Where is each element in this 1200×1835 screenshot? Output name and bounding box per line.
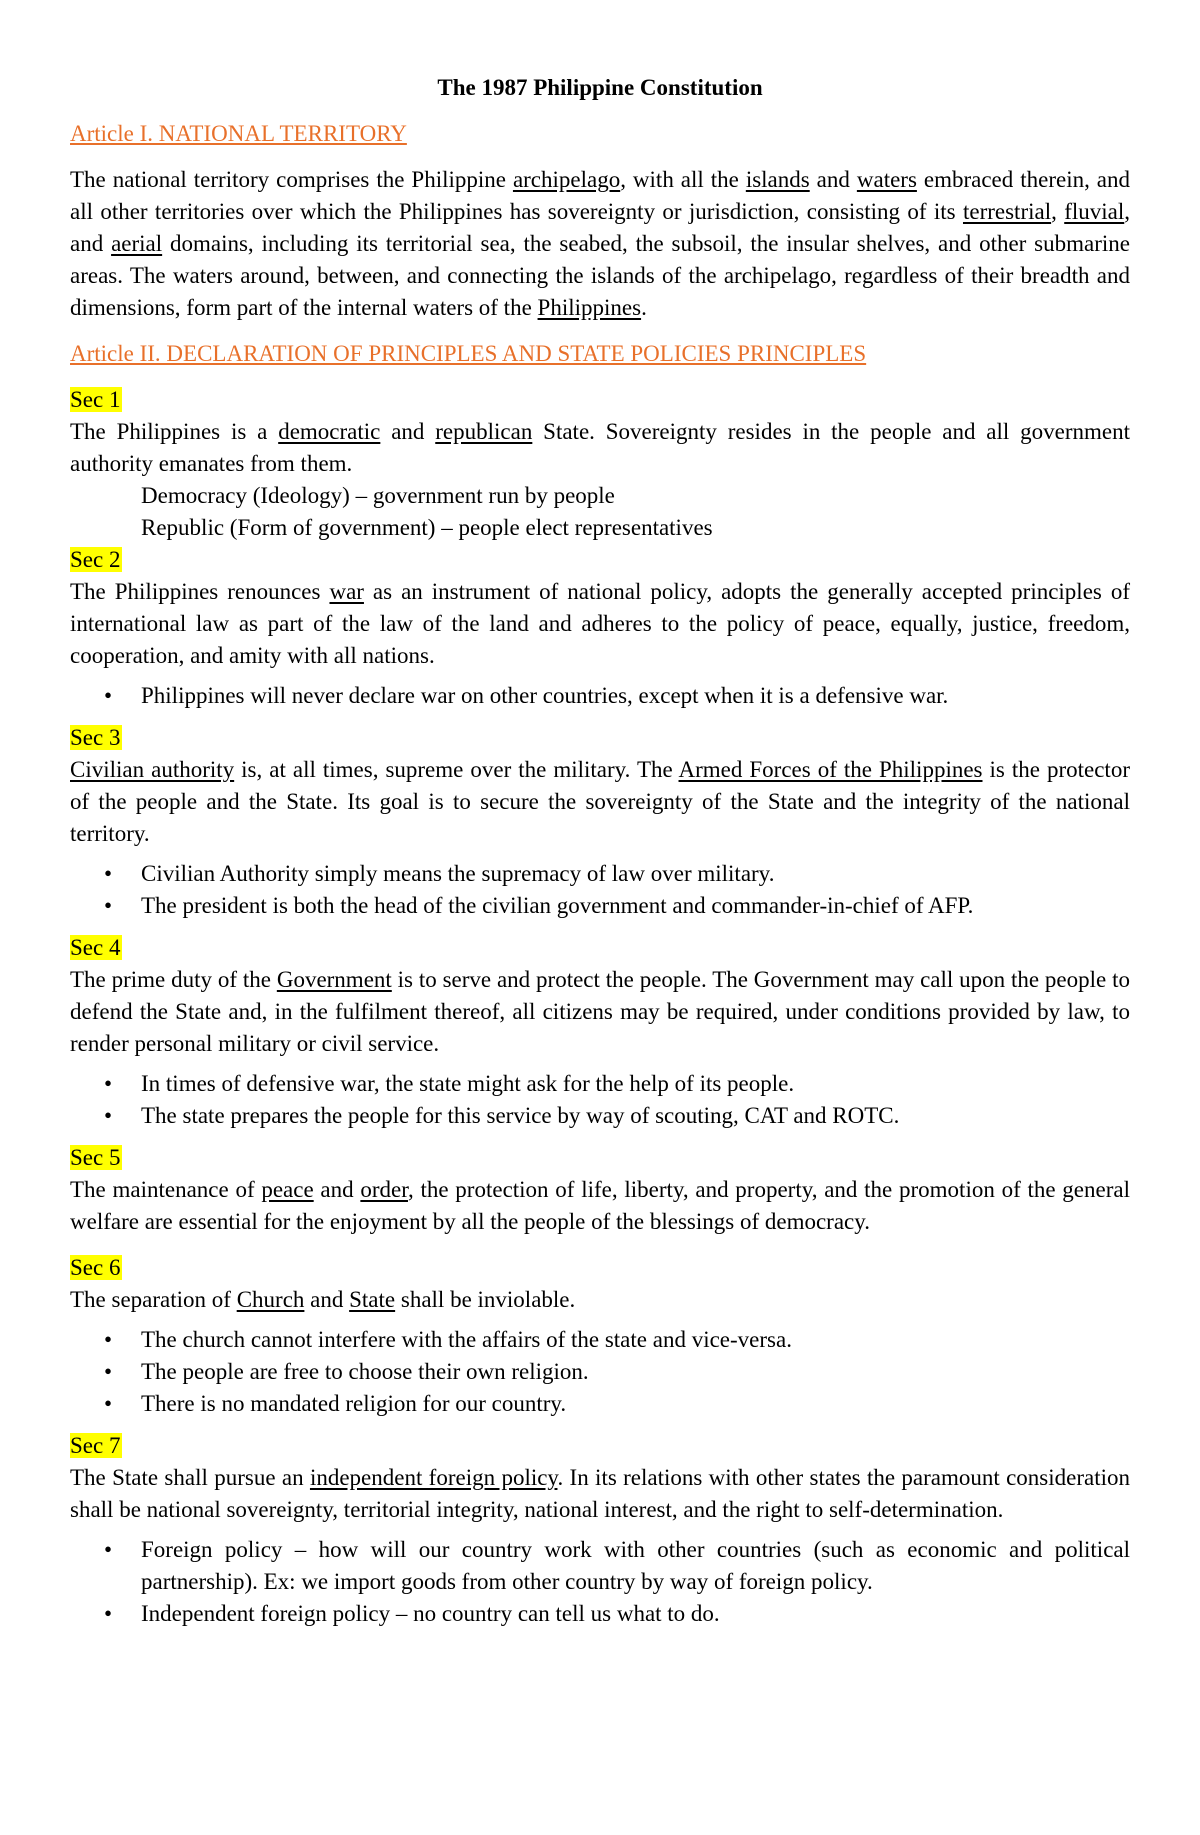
list-item	[70, 680, 1130, 712]
bullet-icon: •	[104, 1327, 113, 1352]
bullet-icon: •	[104, 1391, 113, 1416]
text-run: The national territory comprises the Philippine	[70, 167, 513, 192]
section-2-paragraph	[70, 576, 1130, 672]
bullet-icon: •	[104, 1359, 113, 1384]
bullet-text: There is no mandated religion for our country.	[141, 1391, 567, 1416]
bullet-icon: •	[104, 1537, 113, 1562]
underlined-term: islands	[745, 167, 810, 192]
underlined-term: aerial	[111, 231, 163, 256]
text-run: as an instrument of national policy, adopts the generally accepted principles of international law as part of the law of the land and adheres to the policy of peace, equally, justice, freedom, cooperation, and amity with all nations.	[70, 579, 1130, 668]
bullet-icon: •	[104, 1103, 113, 1128]
bullet-text: In times of defensive war, the state might ask for the help of its people.	[141, 1071, 795, 1096]
text-run: and	[380, 419, 436, 444]
highlighted-label: Sec 2	[70, 547, 121, 572]
list-item	[70, 1068, 1130, 1100]
bullet-icon: •	[104, 861, 113, 886]
text-run: .	[641, 295, 647, 320]
bullet-icon: •	[104, 683, 113, 708]
underlined-term: order	[360, 1177, 408, 1202]
underlined-term: Civilian authority	[70, 757, 235, 782]
underlined-term: archipelago	[512, 167, 621, 192]
bullet-icon: •	[104, 1601, 113, 1626]
text-run: The prime duty of the	[70, 967, 277, 992]
section-label-2	[70, 544, 1130, 576]
bullet-text: Philippines will never declare war on other countries, except when it is a defensive war.	[141, 683, 949, 708]
text-run: is, at all times, supreme over the military. The	[234, 757, 679, 782]
section-label-1	[70, 384, 1130, 416]
bullet-text: The people are free to choose their own religion.	[141, 1359, 589, 1384]
document-title: The 1987 Philippine Constitution	[437, 75, 763, 100]
highlighted-label: Sec 7	[70, 1433, 121, 1458]
text-run: and	[809, 167, 857, 192]
list-item	[70, 858, 1130, 890]
section-label-4	[70, 932, 1130, 964]
bullet-text: Independent foreign policy – no country can tell us what to do.	[141, 1601, 720, 1626]
underlined-term: republican	[435, 419, 533, 444]
section-1-definition-democracy: Democracy (Ideology) – government run by people	[141, 483, 615, 508]
list-item	[70, 1534, 1130, 1598]
text-run: , with all the	[620, 167, 746, 192]
bullet-text: The president is both the head of the civilian government and commander-in-chief of AFP.	[141, 893, 974, 918]
section-7-bullet-list	[70, 1534, 1130, 1630]
highlighted-label: Sec 6	[70, 1255, 121, 1280]
section-4-bullet-list	[70, 1068, 1130, 1132]
underlined-term: independent foreign policy	[309, 1465, 558, 1490]
highlighted-label: Sec 4	[70, 935, 121, 960]
text-run: shall be inviolable.	[395, 1287, 576, 1312]
bullet-text: The state prepares the people for this service by way of scouting, CAT and ROTC.	[141, 1103, 900, 1128]
underlined-term: peace	[261, 1177, 314, 1202]
article-2-heading: Article II. DECLARATION OF PRINCIPLES AND STATE POLICIES PRINCIPLES	[70, 341, 867, 366]
section-label-3	[70, 722, 1130, 754]
underlined-term: Church	[236, 1287, 305, 1312]
text-run: . In its relations with other states the paramount consideration shall be national sovereignty, territorial integrity, national interest, and the right to self-determination.	[70, 1465, 1130, 1522]
text-run: embraced therein, and all other territories over which the Philippines has sovereignty or jurisdiction, consisting of its	[70, 167, 1131, 224]
text-run: The Philippines renounces	[70, 579, 330, 604]
text-run: and	[304, 1287, 350, 1312]
list-item	[70, 1356, 1130, 1388]
bullet-text: Foreign policy – how will our country work with other countries (such as economic and political partnership). Ex: we import goods from other country by way of foreign policy.	[141, 1537, 1130, 1594]
bullet-icon: •	[104, 1071, 113, 1096]
highlighted-label: Sec 3	[70, 725, 121, 750]
section-1-definition-republic: Republic (Form of government) – people elect representatives	[141, 515, 713, 540]
list-item	[70, 1100, 1130, 1132]
bullet-text: Civilian Authority simply means the supremacy of law over military.	[141, 861, 775, 886]
list-item	[70, 890, 1130, 922]
text-run: State. Sovereignty resides in the people and all government authority emanates from them.	[70, 419, 1130, 476]
underlined-term: Government	[276, 967, 392, 992]
text-run: The maintenance of	[70, 1177, 262, 1202]
underlined-term: Philippines	[537, 295, 642, 320]
underlined-term: Armed Forces of the Philippines	[678, 757, 983, 782]
section-5-paragraph	[70, 1174, 1130, 1238]
section-1-paragraph	[70, 416, 1130, 480]
text-run: domains, including its territorial sea, the seabed, the subsoil, the insular shelves, and other submarine areas. The waters around, between, and connecting the islands of the archipelago, regardless of their breadth and dimensions, form part of the internal waters of the	[70, 231, 1130, 320]
underlined-term: terrestrial	[962, 199, 1052, 224]
list-item	[70, 1324, 1130, 1356]
text-run: The Philippines is a	[70, 419, 279, 444]
section-2-bullet-list	[70, 680, 1130, 712]
text-run: and	[313, 1177, 361, 1202]
highlighted-label: Sec 1	[70, 387, 121, 412]
bullet-icon: •	[104, 893, 113, 918]
section-label-6	[70, 1252, 1130, 1284]
text-run: is the protector of the people and the State. Its goal is to secure the sovereignty of the State and the integrity of the national territory.	[70, 757, 1130, 846]
underlined-term: State	[349, 1287, 396, 1312]
text-run: ,	[1051, 199, 1065, 224]
text-run: The separation of	[70, 1287, 237, 1312]
text-run: , and	[70, 199, 1131, 256]
highlighted-label: Sec 5	[70, 1145, 121, 1170]
section-6-bullet-list	[70, 1324, 1130, 1420]
section-6-paragraph	[70, 1284, 1130, 1316]
underlined-term: fluvial	[1064, 199, 1125, 224]
underlined-term: waters	[856, 167, 917, 192]
article-1-heading: Article I. NATIONAL TERRITORY	[70, 121, 407, 146]
article-1-paragraph	[70, 164, 1130, 324]
section-label-7	[70, 1430, 1130, 1462]
section-3-paragraph	[70, 754, 1130, 850]
bullet-text: The church cannot interfere with the affairs of the state and vice-versa.	[141, 1327, 792, 1352]
text-run: is to serve and protect the people. The Government may call upon the people to defend the State and, in the fulfilment thereof, all citizens may be required, under conditions provided by law, to render personal military or civil service.	[70, 967, 1130, 1056]
section-7-paragraph	[70, 1462, 1130, 1526]
underlined-term: democratic	[278, 419, 381, 444]
underlined-term: war	[329, 579, 364, 604]
list-item	[70, 1598, 1130, 1630]
text-run: The State shall pursue an	[70, 1465, 310, 1490]
list-item	[70, 1388, 1130, 1420]
section-label-5	[70, 1142, 1130, 1174]
section-3-bullet-list	[70, 858, 1130, 922]
section-4-paragraph	[70, 964, 1130, 1060]
text-run: , the protection of life, liberty, and property, and the promotion of the general welfare are essential for the enjoyment by all the people of the blessings of democracy.	[70, 1177, 1130, 1234]
